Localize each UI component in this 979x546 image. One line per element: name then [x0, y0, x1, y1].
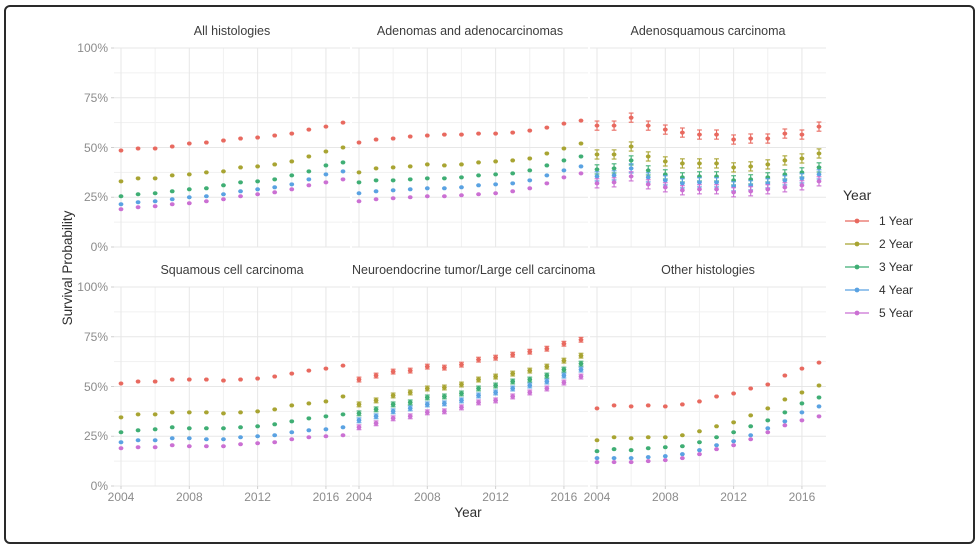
y-tick-label: 25%	[83, 190, 108, 205]
legend-item-5-year	[843, 306, 963, 320]
series-4-year	[119, 169, 346, 206]
series-5-year	[595, 172, 822, 197]
x-tick-label: 2012	[244, 490, 271, 504]
legend-item-label: 4 Year	[879, 283, 914, 297]
series-3-year	[357, 154, 584, 184]
y-tick-label: 75%	[83, 329, 108, 344]
panel-grid	[590, 287, 826, 489]
x-tick-label: 2008	[651, 490, 679, 504]
legend-item-label: 5 Year	[879, 306, 914, 320]
series-3-year	[595, 156, 822, 185]
legend-item-3-year	[843, 260, 963, 274]
y-tick-label: 0%	[90, 240, 108, 254]
facet-title: All histologies	[193, 24, 271, 38]
series-4-year	[595, 404, 822, 460]
series-5-year	[357, 171, 584, 203]
y-tick-label: 100%	[77, 41, 108, 55]
facet-plot	[114, 287, 350, 486]
y-tick-label: 75%	[83, 90, 108, 105]
panel-grid	[352, 48, 588, 247]
series-3-year	[595, 395, 822, 453]
legend-key-icon	[843, 307, 871, 319]
series-4-year	[357, 164, 584, 195]
y-axis-title: Survival Probability	[60, 210, 75, 326]
series-3-year	[119, 160, 346, 198]
x-tick-label: 2016	[312, 490, 340, 504]
x-tick-label: 2008	[413, 490, 441, 504]
series-4-year	[595, 164, 822, 191]
x-tick-label: 2004	[107, 490, 135, 504]
x-tick-label: 2012	[720, 490, 747, 504]
legend	[843, 187, 963, 329]
y-tick-label: 100%	[77, 280, 108, 294]
series-2-year	[595, 142, 822, 172]
x-tick-label: 2008	[175, 490, 203, 504]
series-3-year	[119, 412, 346, 434]
series-4-year	[119, 425, 346, 444]
panel-grid	[590, 48, 826, 247]
y-tick-label: 25%	[83, 429, 108, 444]
series-4-year	[357, 367, 584, 423]
x-tick-label: 2012	[482, 490, 509, 504]
facet-plot	[590, 287, 826, 486]
facet-title: Neuroendocrine tumor/Large cell carcinoma	[352, 263, 596, 277]
series-1-year	[119, 364, 346, 386]
series-5-year	[595, 414, 822, 464]
facet-plot	[352, 48, 588, 247]
series-5-year	[357, 374, 584, 430]
panel-grid	[111, 48, 350, 247]
facet-title: Other histologies	[661, 263, 755, 277]
series-2-year	[119, 146, 346, 184]
series-5-year	[119, 177, 346, 211]
facet-title: Adenomas and adenocarcinomas	[376, 24, 564, 38]
y-tick-label: 0%	[90, 479, 108, 493]
legend-item-label: 2 Year	[879, 237, 914, 251]
series-1-year	[357, 337, 584, 382]
legend-item-1-year	[843, 214, 963, 228]
legend-key-icon	[843, 261, 871, 273]
facet-title: Adenosquamous carcinoma	[630, 24, 786, 38]
legend-key-icon	[843, 238, 871, 250]
legend-title: Year	[843, 187, 872, 203]
series-2-year	[119, 394, 346, 419]
legend-item-4-year	[843, 283, 963, 297]
facet-plot	[114, 48, 350, 247]
legend-item-label: 3 Year	[879, 260, 914, 274]
series-3-year	[357, 361, 584, 416]
facet-title: Squamous cell carcinoma	[160, 263, 304, 277]
legend-key-icon	[843, 215, 871, 227]
y-tick-label: 50%	[83, 140, 108, 155]
series-2-year	[357, 142, 584, 175]
x-tick-label: 2016	[550, 490, 578, 504]
x-axis-title: Year	[454, 505, 482, 520]
y-tick-label: 50%	[83, 379, 108, 394]
x-tick-label: 2004	[345, 490, 373, 504]
x-tick-label: 2016	[788, 490, 816, 504]
legend-items	[843, 214, 963, 320]
x-tick-label: 2004	[583, 490, 611, 504]
facet-plot	[352, 287, 588, 486]
series-1-year	[595, 113, 822, 144]
series-2-year	[595, 384, 822, 443]
facet-plot	[590, 48, 826, 247]
series-1-year	[595, 361, 822, 411]
panel-grid	[111, 287, 350, 489]
legend-key-icon	[843, 284, 871, 296]
panel-grid	[352, 287, 588, 489]
legend-item-label: 1 Year	[879, 214, 914, 228]
legend-item-2-year	[843, 237, 963, 251]
